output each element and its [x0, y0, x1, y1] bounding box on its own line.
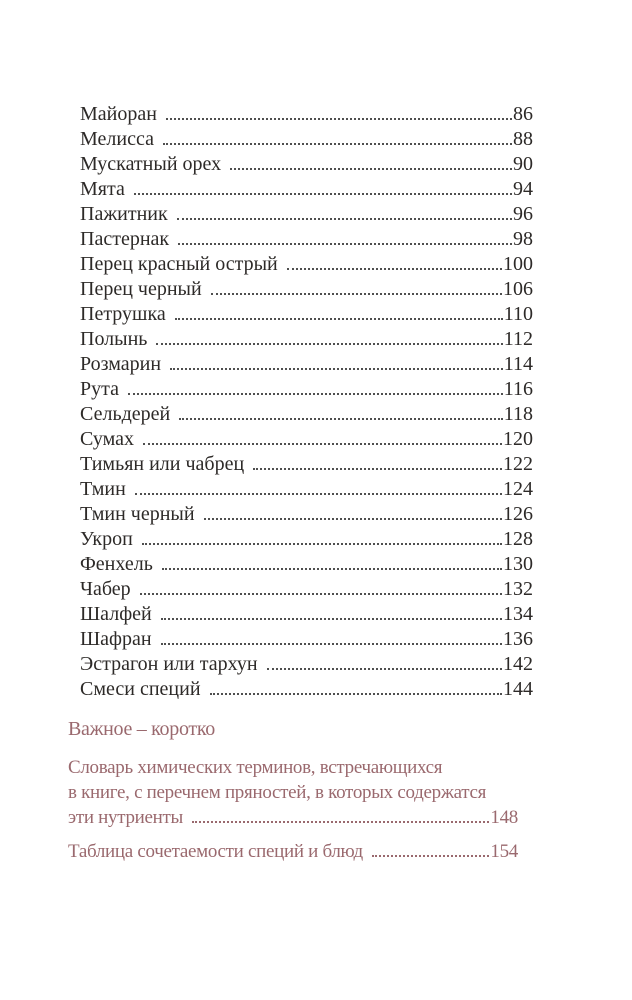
- section-heading-important: Важное – коротко: [68, 718, 215, 740]
- dot-leader: [230, 168, 512, 170]
- toc-entry-label: Сумах: [80, 428, 134, 450]
- toc-entry-label: Рута: [80, 378, 119, 400]
- toc-entry-page-number: 118: [503, 403, 533, 425]
- toc-entry-label: Эстрагон или тархун: [80, 653, 258, 675]
- toc-entry: [80, 453, 533, 478]
- toc-entry-page-number: 144: [503, 678, 533, 700]
- toc-entry: [80, 653, 533, 678]
- toc-entry: [80, 478, 533, 503]
- pairing-table-entry: [68, 841, 518, 866]
- toc-entry: [80, 428, 533, 453]
- dot-leader: [204, 518, 502, 520]
- toc-entry-page-number: 116: [503, 378, 533, 400]
- toc-entry-page-number: 124: [503, 478, 533, 500]
- dot-leader: [253, 468, 502, 470]
- dot-leader: [166, 118, 512, 120]
- toc-entry-label: Петрушка: [80, 303, 166, 325]
- toc-entry-label: Мускатный орех: [80, 153, 222, 175]
- toc-entry-page-number: 90: [513, 153, 533, 175]
- toc-entry-page-number: 94: [513, 178, 533, 200]
- toc-entry: [80, 553, 533, 578]
- toc-entry-page-number: 86: [513, 103, 533, 125]
- glossary-page-number: 148: [490, 807, 518, 828]
- toc-entry-label: Сельдерей: [80, 403, 171, 425]
- glossary-line-2: в книге, с перечнем пряностей, в которых содержатся: [68, 782, 487, 803]
- toc-entry: [80, 528, 533, 553]
- toc-entry: [80, 103, 533, 128]
- dot-leader: [162, 568, 502, 570]
- glossary-line-3: эти нутриенты: [68, 807, 184, 828]
- toc-entry: [80, 178, 533, 203]
- table-of-contents: [68, 103, 533, 866]
- toc-entry-page-number: 126: [503, 503, 533, 525]
- toc-entry-label: Укроп: [80, 528, 133, 550]
- toc-entry-page-number: 88: [513, 128, 533, 150]
- dot-leader: [372, 855, 490, 857]
- dot-leader: [135, 493, 502, 495]
- dot-leader: [143, 443, 502, 445]
- dot-leader: [170, 368, 503, 370]
- toc-entry-page-number: 134: [503, 603, 533, 625]
- toc-entry: [80, 278, 533, 303]
- toc-entry-list: [80, 103, 533, 703]
- toc-entry: [80, 628, 533, 653]
- toc-entry-label: Перец красный острый: [80, 253, 278, 275]
- dot-leader: [175, 318, 503, 320]
- pairing-table-label: Таблица сочетаемости специй и блюд: [68, 841, 363, 862]
- toc-entry: [80, 153, 533, 178]
- toc-entry-label: Розмарин: [80, 353, 162, 375]
- toc-entry-label: Мята: [80, 178, 125, 200]
- toc-entry-page-number: 96: [513, 203, 533, 225]
- pairing-table-page-number: 154: [490, 841, 518, 862]
- dot-leader: [163, 143, 512, 145]
- toc-entry-label: Пажитник: [80, 203, 168, 225]
- dot-leader: [177, 218, 512, 220]
- toc-entry-page-number: 122: [503, 453, 533, 475]
- toc-entry: [80, 303, 533, 328]
- dot-leader: [142, 543, 502, 545]
- dot-leader: [140, 593, 502, 595]
- toc-entry-page-number: 130: [503, 553, 533, 575]
- toc-entry-page-number: 112: [503, 328, 533, 350]
- toc-entry-label: Смеси специй: [80, 678, 201, 700]
- toc-entry-label: Шалфей: [80, 603, 152, 625]
- toc-entry: [80, 578, 533, 603]
- toc-entry-page-number: 110: [503, 303, 533, 325]
- toc-entry-page-number: 106: [503, 278, 533, 300]
- toc-entry-label: Тмин: [80, 478, 126, 500]
- accent-section: [68, 717, 533, 866]
- toc-entry: [80, 378, 533, 403]
- toc-entry-label: Шафран: [80, 628, 152, 650]
- toc-entry-label: Перец черный: [80, 278, 202, 300]
- toc-entry: [80, 228, 533, 253]
- toc-entry-page-number: 132: [503, 578, 533, 600]
- toc-entry: [80, 603, 533, 628]
- dot-leader: [211, 293, 502, 295]
- dot-leader: [192, 821, 489, 823]
- dot-leader: [161, 643, 502, 645]
- toc-entry: [80, 328, 533, 353]
- toc-entry: [80, 503, 533, 528]
- toc-entry: [80, 203, 533, 228]
- dot-leader: [128, 393, 503, 395]
- toc-entry-label: Майоран: [80, 103, 157, 125]
- toc-entry: [80, 353, 533, 378]
- toc-entry-label: Пастернак: [80, 228, 170, 250]
- dot-leader: [134, 193, 512, 195]
- dot-leader: [161, 618, 502, 620]
- toc-entry-page-number: 98: [513, 228, 533, 250]
- toc-entry-page-number: 128: [503, 528, 533, 550]
- toc-entry-page-number: 142: [503, 653, 533, 675]
- toc-entry-page-number: 136: [503, 628, 533, 650]
- dot-leader: [179, 418, 503, 420]
- toc-entry-label: Тмин черный: [80, 503, 195, 525]
- toc-entry: [80, 128, 533, 153]
- glossary-line-1: Словарь химических терминов, встречающихся: [68, 757, 443, 778]
- toc-entry-label: Тимьян или чабрец: [80, 453, 245, 475]
- toc-entry-label: Чабер: [80, 578, 131, 600]
- dot-leader: [210, 693, 502, 695]
- toc-entry-label: Фенхель: [80, 553, 153, 575]
- toc-entry: [80, 403, 533, 428]
- toc-entry: [80, 678, 533, 703]
- toc-entry-label: Мелисса: [80, 128, 154, 150]
- toc-entry-page-number: 114: [503, 353, 533, 375]
- glossary-entry: [68, 755, 518, 830]
- toc-entry: [80, 253, 533, 278]
- dot-leader: [178, 243, 512, 245]
- dot-leader: [267, 668, 502, 670]
- toc-entry-page-number: 100: [503, 253, 533, 275]
- toc-entry-label: Полынь: [80, 328, 148, 350]
- dot-leader: [287, 268, 502, 270]
- toc-entry-page-number: 120: [503, 428, 533, 450]
- dot-leader: [156, 343, 502, 345]
- glossary-last-row: [68, 805, 518, 830]
